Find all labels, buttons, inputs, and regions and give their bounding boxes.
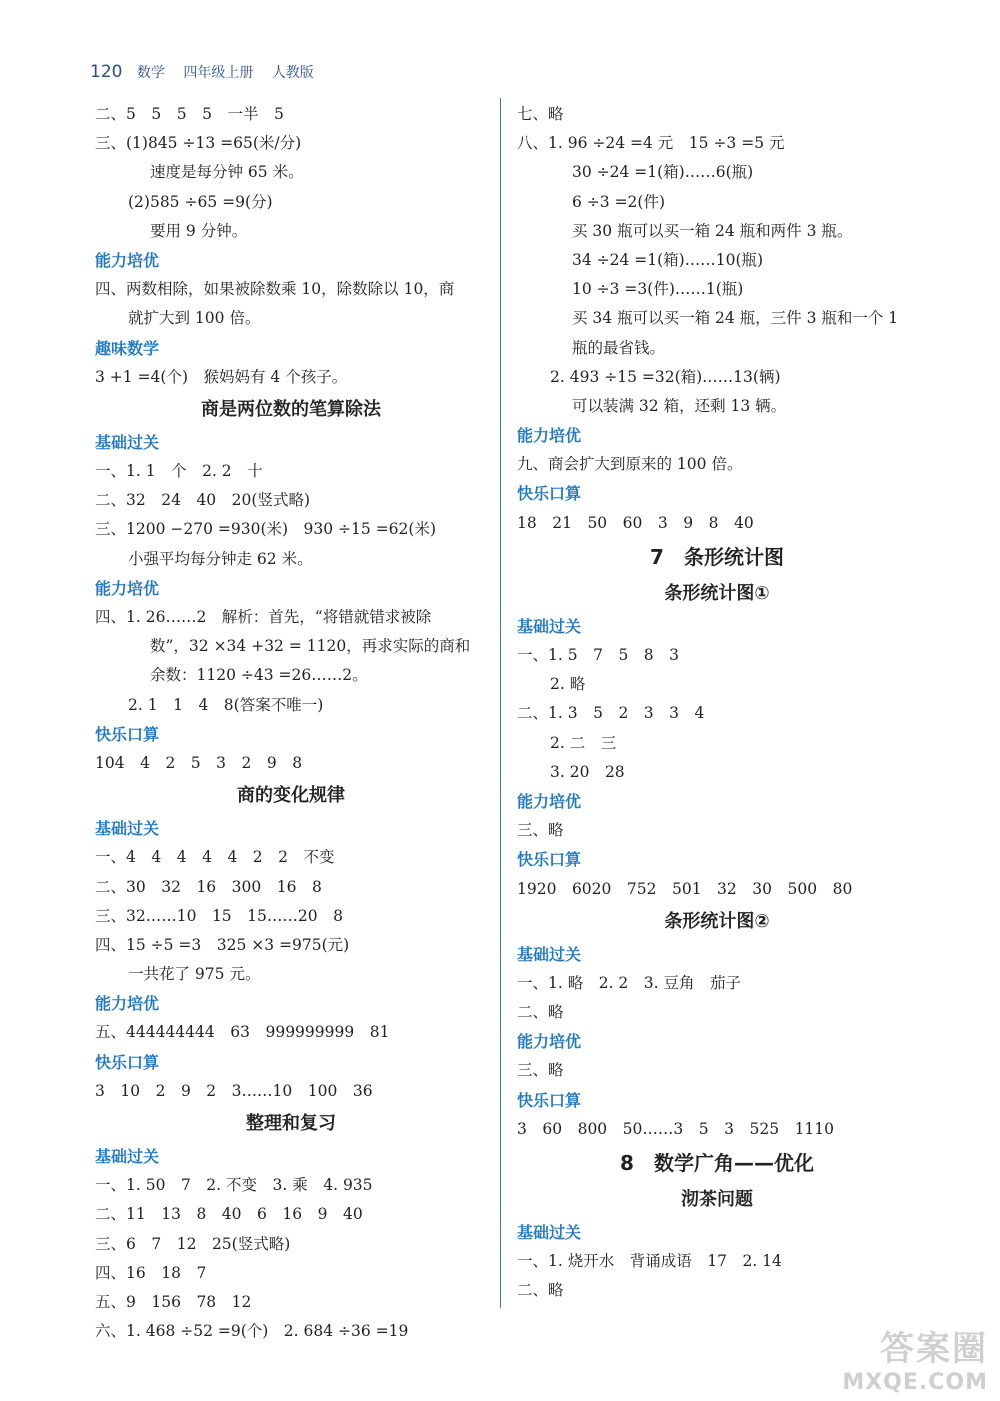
answer-line: 三、略	[517, 821, 564, 840]
answer-line: 二、32 24 40 20(竖式略)	[95, 491, 310, 510]
section-heading: 基础过关	[517, 944, 582, 964]
answer-line: 2. 二 三	[550, 733, 617, 752]
right-column	[517, 100, 917, 1306]
section-heading: 趣味数学	[95, 338, 160, 358]
section-heading: 能力培优	[517, 426, 582, 446]
answer-line: 五、444444444 63 999999999 81	[95, 1023, 390, 1042]
page-header	[90, 62, 328, 82]
section-heading: 能力培优	[517, 1032, 582, 1052]
answer-line: 数”，32 ×34 +32 = 1120，再求实际的商和	[150, 637, 471, 656]
answer-line: 二、11 13 8 40 6 16 9 40	[95, 1205, 363, 1224]
column-divider	[500, 98, 501, 1308]
answer-line: 买 34 瓶可以买一箱 24 瓶，三件 3 瓶和一个 1	[572, 309, 899, 328]
answer-line: 二、5 5 5 5 一半 5	[95, 105, 284, 123]
answer-line: 2. 1 1 4 8(答案不唯一)	[128, 695, 324, 714]
chapter-title: 沏茶问题	[681, 1189, 753, 1210]
answer-line: 二、略	[517, 1281, 564, 1300]
chapter-title: 8 数学广角——优化	[620, 1151, 814, 1175]
answer-line: 四、16 18 7	[95, 1263, 207, 1282]
section-heading: 能力培优	[517, 791, 582, 811]
section-heading: 快乐口算	[95, 1052, 160, 1072]
section-heading: 能力培优	[95, 994, 160, 1014]
section-heading: 能力培优	[95, 578, 160, 598]
answer-line: 3 +1 =4(个) 猴妈妈有 4 个孩子。	[95, 367, 348, 386]
chapter-title: 商的变化规律	[237, 785, 345, 807]
section-heading: 基础过关	[517, 616, 582, 636]
answer-line: 三、略	[517, 1061, 564, 1080]
answer-line: 速度是每分钟 65 米。	[150, 163, 304, 182]
answer-line: 6 ÷3 =2(件)	[572, 192, 666, 211]
answer-line: 34 ÷24 =1(箱)……10(瓶)	[572, 250, 764, 269]
answer-line: 3 10 2 9 2 3……10 100 36	[95, 1081, 373, 1100]
answer-line: 余数：1120 ÷43 =26……2。	[150, 666, 368, 685]
section-heading: 能力培优	[95, 250, 160, 270]
answer-line: 七、略	[517, 105, 564, 123]
answer-line: 3 60 800 50……3 5 3 525 1110	[517, 1119, 835, 1138]
page-number: 120	[90, 62, 123, 82]
answer-line: 买 30 瓶可以买一箱 24 瓶和两件 3 瓶。	[572, 221, 853, 240]
answer-line: 就扩大到 100 倍。	[128, 309, 261, 328]
answer-line: 18 21 50 60 3 9 8 40	[517, 513, 754, 532]
answer-line: 一、1. 5 7 5 8 3	[517, 646, 680, 664]
answer-line: 一共花了 975 元。	[128, 965, 261, 984]
answer-line: 九、商会扩大到原来的 100 倍。	[517, 455, 743, 474]
chapter-title: 条形统计图①	[664, 582, 770, 604]
answer-line: 三、(1)845 ÷13 =65(米/分)	[95, 134, 302, 153]
section-heading: 快乐口算	[95, 724, 160, 744]
answer-line: 八、1. 96 ÷24 =4 元 15 ÷3 =5 元	[517, 134, 785, 153]
answer-line: 1920 6020 752 501 32 30 500 80	[517, 879, 853, 898]
answer-line: 五、9 156 78 12	[95, 1292, 252, 1311]
watermark-logo-text: 答案圈	[880, 1329, 988, 1369]
grade-label: 四年级上册	[183, 65, 254, 81]
answer-line: 四、1. 26……2 解析：首先，“将错就错求被除	[95, 608, 432, 626]
answer-line: 三、32……10 15 15……20 8	[95, 906, 343, 925]
section-heading: 快乐口算	[517, 1090, 582, 1110]
answer-line: 2. 493 ÷15 =32(箱)……13(辆)	[550, 367, 781, 386]
edition-label: 人教版	[271, 65, 314, 81]
answer-line: 二、30 32 16 300 16 8	[95, 877, 322, 896]
watermark	[842, 1321, 988, 1395]
left-column	[95, 100, 487, 1346]
chapter-title: 整理和复习	[246, 1113, 336, 1134]
answer-line: (2)585 ÷65 =9(分)	[128, 192, 273, 211]
answer-line: 二、略	[517, 1003, 564, 1022]
subject-label: 数学	[136, 65, 165, 81]
answer-line: 30 ÷24 =1(箱)……6(瓶)	[572, 163, 754, 182]
answer-line: 104 4 2 5 3 2 9 8	[95, 753, 303, 772]
section-heading: 快乐口算	[517, 850, 582, 870]
chapter-title: 商是两位数的笔算除法	[201, 398, 381, 420]
answer-line: 2. 略	[550, 675, 586, 694]
answer-line: 三、6 7 12 25(竖式略)	[95, 1234, 291, 1253]
section-heading: 快乐口算	[517, 484, 582, 504]
answer-line: 六、1. 468 ÷52 =9(个) 2. 684 ÷36 =19	[95, 1322, 409, 1341]
answer-line: 一、4 4 4 4 4 2 2 不变	[95, 848, 335, 867]
answer-line: 二、1. 3 5 2 3 3 4	[517, 704, 705, 723]
answer-line: 3. 20 28	[550, 762, 625, 781]
answer-line: 可以装满 32 箱，还剩 13 辆。	[572, 396, 787, 415]
answer-line: 要用 9 分钟。	[150, 221, 248, 240]
answer-line: 小强平均每分钟走 62 米。	[128, 549, 313, 568]
section-heading: 基础过关	[95, 819, 160, 839]
answer-line: 10 ÷3 =3(件)……1(瓶)	[572, 280, 744, 299]
answer-line: 一、1. 略 2. 2 3. 豆角 茄子	[517, 973, 742, 992]
chapter-title: 条形统计图②	[664, 910, 770, 932]
section-heading: 基础过关	[95, 432, 160, 452]
section-heading: 基础过关	[517, 1223, 582, 1242]
answer-line: 四、两数相除，如果被除数乘 10，除数除以 10，商	[95, 280, 455, 299]
answer-line: 四、15 ÷5 =3 325 ×3 =975(元)	[95, 935, 350, 954]
answer-line: 一、1. 1 个 2. 2 十	[95, 462, 263, 481]
answer-line: 三、1200 −270 =930(米) 930 ÷15 =62(米)	[95, 520, 436, 539]
watermark-url: MXQE.COM	[842, 1370, 988, 1395]
section-heading: 基础过关	[95, 1147, 160, 1166]
answer-line: 瓶的最省钱。	[572, 338, 666, 357]
answer-line: 一、1. 烧开水 背诵成语 17 2. 14	[517, 1252, 782, 1271]
answer-line: 一、1. 50 7 2. 不变 3. 乘 4. 935	[95, 1176, 373, 1195]
chapter-title: 7 条形统计图	[650, 544, 784, 569]
